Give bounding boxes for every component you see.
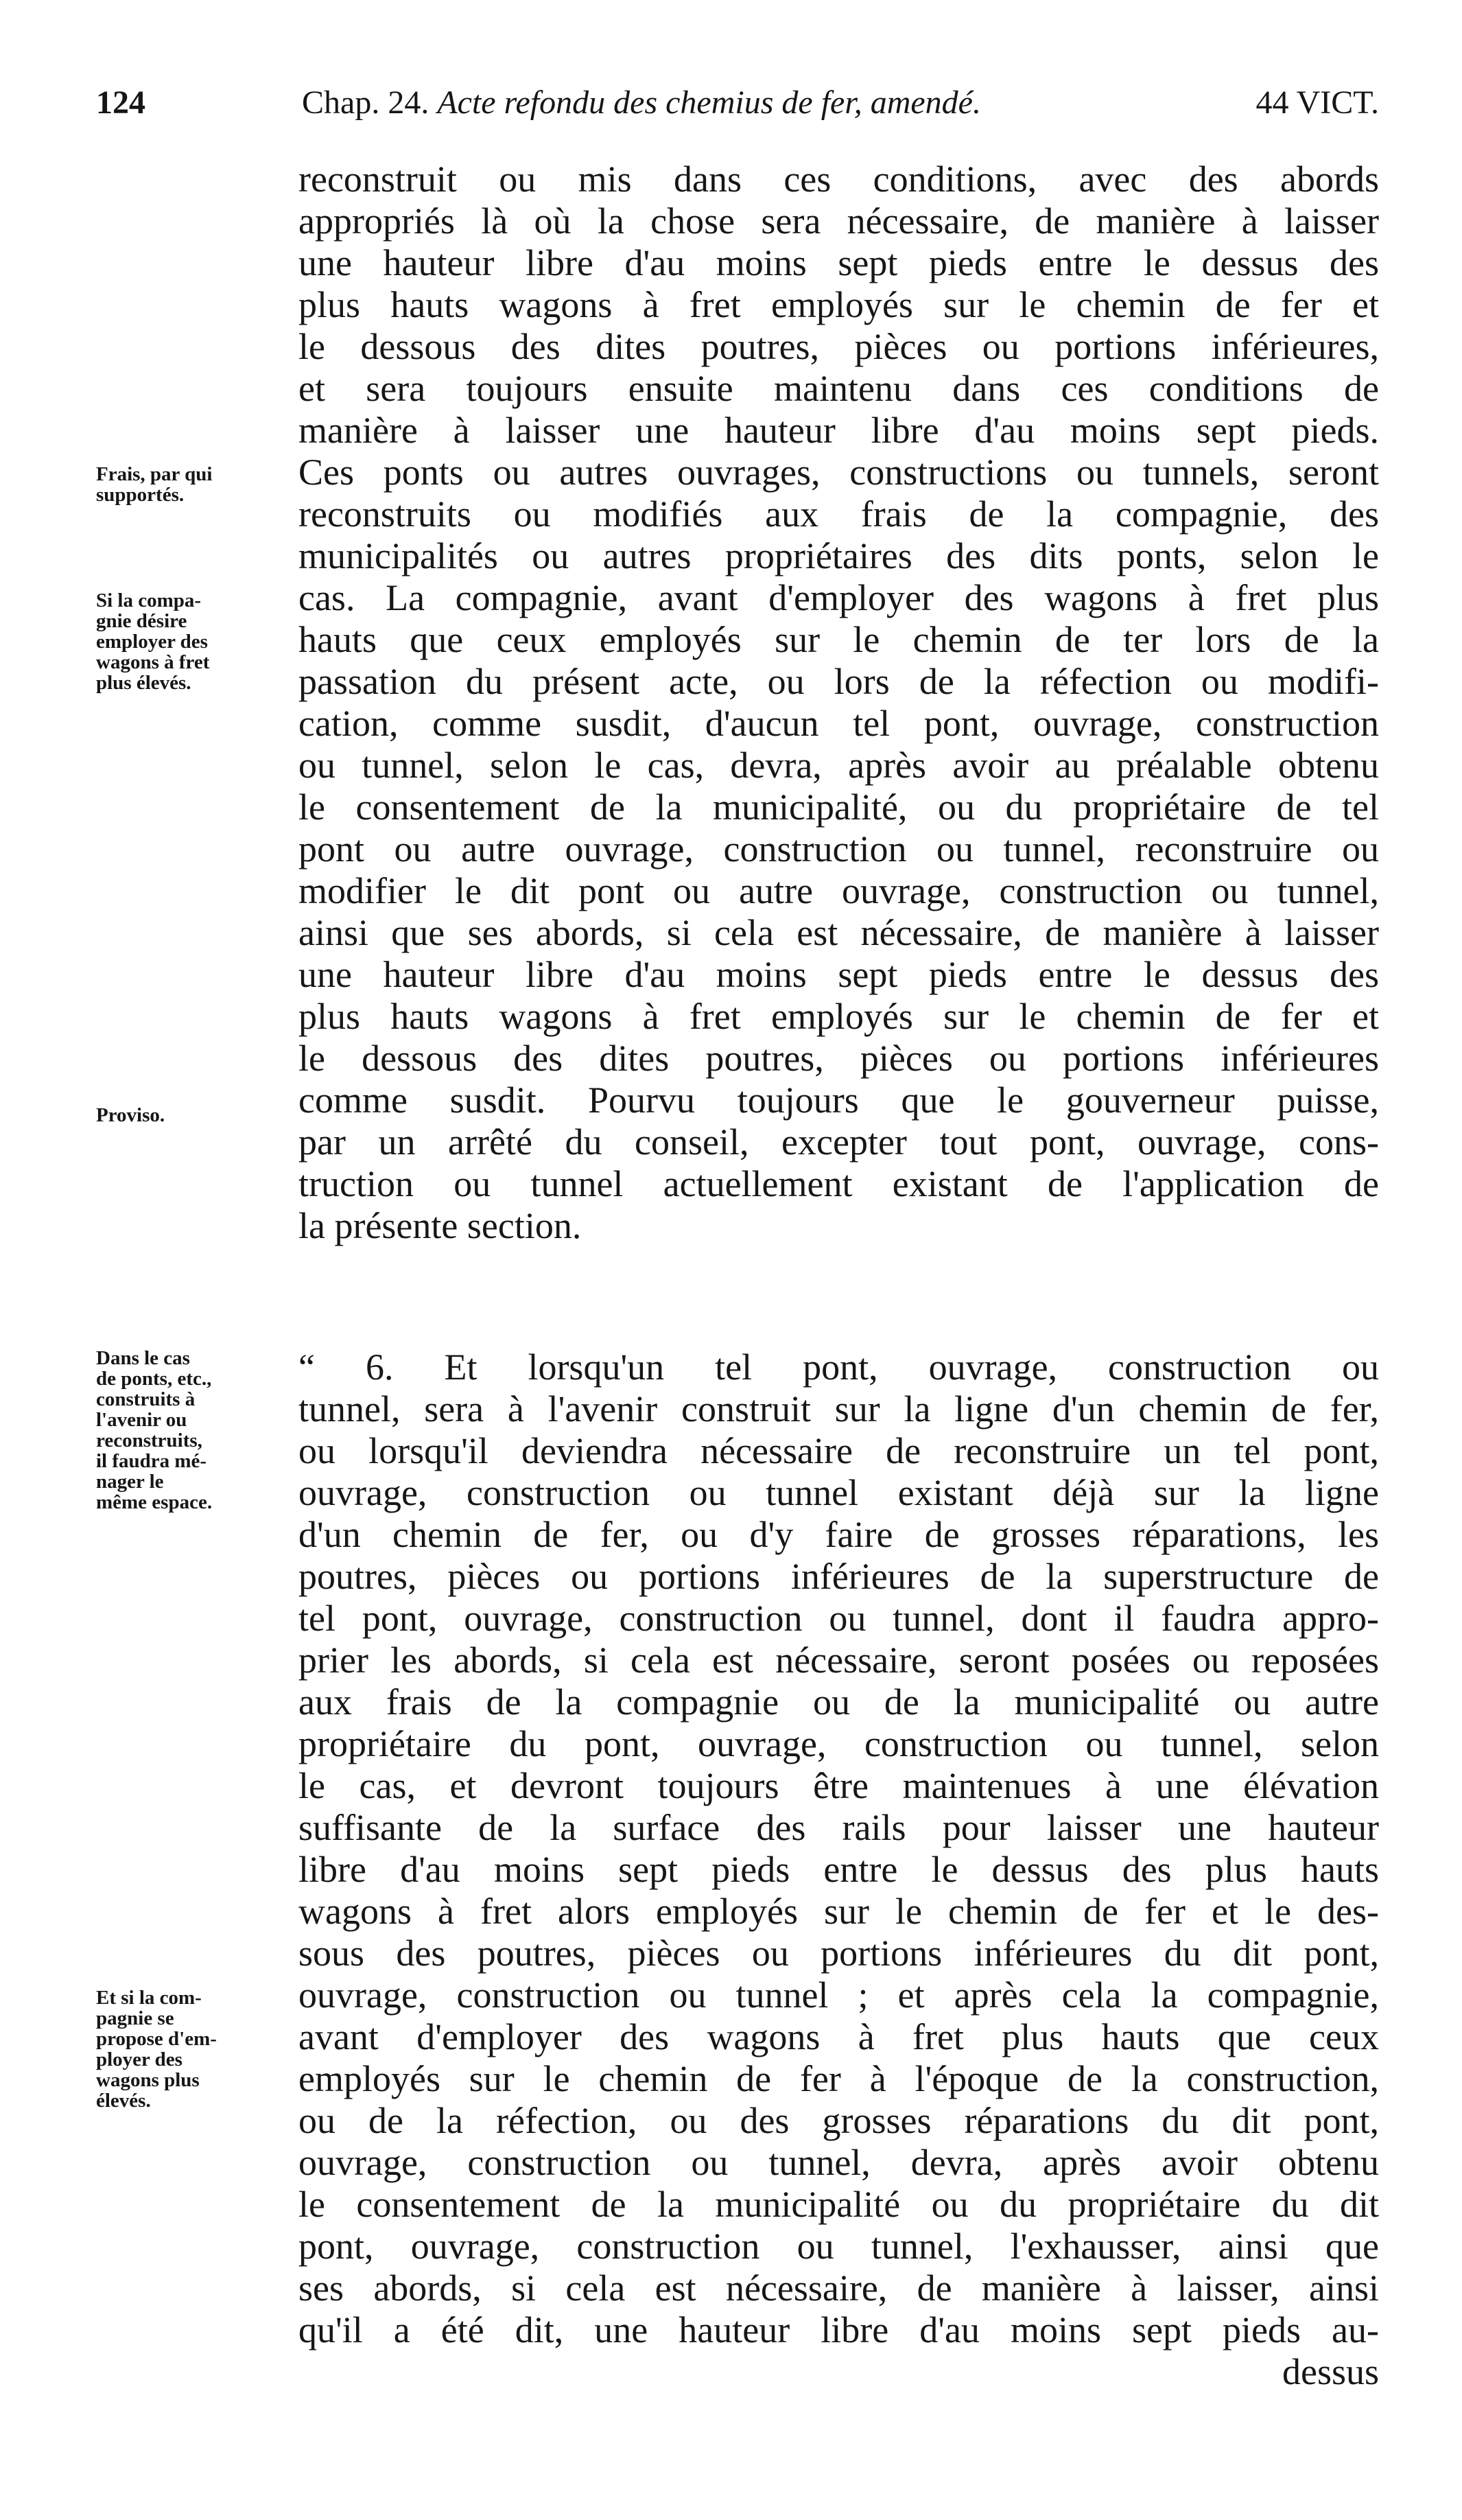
margin-note-line: gnie désire (96, 610, 187, 632)
margin-note-line: employer des (96, 631, 208, 653)
text-line: reconstruits ou modifiés aux frais de la compagnie, des (298, 493, 1379, 535)
margin-note-line: ployer des (96, 2049, 182, 2070)
text-line: ou tunnel, selon le cas, devra, après avoir au préalable obtenu (298, 745, 1379, 786)
text-line: plus hauts wagons à fret employés sur le chemin de fer et (298, 996, 1379, 1037)
text-line: d'un chemin de fer, ou d'y faire de grosses réparations, les (298, 1514, 1379, 1555)
text-line: pont ou autre ouvrage, construction ou tunnel, reconstruire ou (298, 828, 1379, 870)
margin-note-line: Et si la com- (96, 1987, 202, 2009)
text-line: employés sur le chemin de fer à l'époque de la construction, (298, 2058, 1379, 2099)
body-paragraph-2 (298, 1346, 1379, 2393)
text-line: le consentement de la municipalité, ou du propriétaire de tel (298, 786, 1379, 828)
margin-note-line: construits à (96, 1388, 196, 1410)
text-line: ouvrage, construction ou tunnel ; et après cela la compagnie, (298, 1974, 1379, 2016)
page-number: 124 (96, 84, 145, 121)
margin-note-et-si (96, 1987, 285, 2111)
regnal-year: 44 VICT. (1255, 84, 1379, 121)
margin-note-line: plus élevés. (96, 672, 191, 694)
text-line: qu'il a été dit, une hauteur libre d'au moins sept pieds au- (298, 2309, 1379, 2350)
text-line: reconstruit ou mis dans ces conditions, avec des abords (298, 159, 1379, 200)
running-title (302, 79, 981, 127)
margin-note-line: Proviso. (96, 1104, 165, 1126)
margin-note-line: l'avenir ou (96, 1409, 187, 1431)
text-line: ou de la réfection, ou des grosses réparations du dit pont, (298, 2100, 1379, 2141)
text-line: une hauteur libre d'au moins sept pieds entre le dessus des (298, 954, 1379, 995)
text-line: ouvrage, construction ou tunnel, devra, après avoir obtenu (298, 2142, 1379, 2183)
text-line: le dessous des dites poutres, pièces ou portions inférieures (298, 1038, 1379, 1079)
text-line: le dessous des dites poutres, pièces ou portions inférieures, (298, 326, 1379, 367)
margin-note-line: il faudra mé- (96, 1450, 207, 1472)
act-title: Acte refondu des chemius de fer, amendé. (437, 84, 981, 121)
text-line: le cas, et devront toujours être maintenues à une élévation (298, 1765, 1379, 1806)
margin-note-line: Frais, par qui (96, 463, 213, 485)
margin-note-line: reconstruits, (96, 1430, 202, 1451)
text-line: aux frais de la compagnie ou de la municipalité ou autre (298, 1681, 1379, 1723)
margin-note-line: wagons plus (96, 2069, 200, 2091)
text-line: hauts que ceux employés sur le chemin de ter lors de la (298, 619, 1379, 660)
text-line: pont, ouvrage, construction ou tunnel, l'exhausser, ainsi que (298, 2226, 1379, 2267)
text-line: sous des poutres, pièces ou portions inférieures du dit pont, (298, 1933, 1379, 1974)
margin-note-frais (96, 464, 285, 505)
text-line: une hauteur libre d'au moins sept pieds entre le dessus des (298, 242, 1379, 283)
text-line: tunnel, sera à l'avenir construit sur la ligne d'un chemin de fer, (298, 1388, 1379, 1430)
text-line: ainsi que ses abords, si cela est nécessaire, de manière à laisser (298, 912, 1379, 953)
text-line: dessus (1282, 2351, 1379, 2392)
text-line: prier les abords, si cela est nécessaire, seront posées ou reposées (298, 1640, 1379, 1681)
margin-note-line: nager le (96, 1471, 164, 1493)
text-line: cas. La compagnie, avant d'employer des wagons à fret plus (298, 577, 1379, 618)
margin-note-line: pagnie se (96, 2007, 174, 2029)
text-line: poutres, pièces ou portions inférieures de la superstructure de (298, 1556, 1379, 1597)
text-line: truction ou tunnel actuellement existant de l'application de (298, 1163, 1379, 1204)
margin-note-proviso (96, 1105, 285, 1125)
margin-note-line: supportés. (96, 484, 185, 506)
text-line: passation du présent acte, ou lors de la réfection ou modifi- (298, 661, 1379, 702)
text-line: et sera toujours ensuite maintenu dans ces conditions de (298, 368, 1379, 409)
text-line: libre d'au moins sept pieds entre le dessus des plus hauts (298, 1849, 1379, 1890)
text-line: modifier le dit pont ou autre ouvrage, construction ou tunnel, (298, 870, 1379, 911)
text-line: tel pont, ouvrage, construction ou tunnel, dont il faudra appro- (298, 1598, 1379, 1639)
margin-note-line: de ponts, etc., (96, 1368, 212, 1390)
margin-note-line: Dans le cas (96, 1347, 190, 1369)
text-line: avant d'employer des wagons à fret plus hauts que ceux (298, 2016, 1379, 2057)
margin-note-line: wagons à fret (96, 651, 210, 673)
text-line: le consentement de la municipalité ou du propriétaire du dit (298, 2184, 1379, 2225)
text-line: cation, comme susdit, d'aucun tel pont, ouvrage, construction (298, 703, 1379, 744)
text-line: la présente section. (298, 1205, 582, 1246)
text-line: municipalités ou autres propriétaires des dits ponts, selon le (298, 535, 1379, 576)
text-line: par un arrêté du conseil, excepter tout pont, ouvrage, cons- (298, 1121, 1379, 1163)
text-line: appropriés là où la chose sera nécessaire, de manière à laisser (298, 200, 1379, 242)
text-line: Ces ponts ou autres ouvrages, constructions ou tunnels, seront (298, 452, 1379, 493)
margin-note-si-la-compagnie (96, 590, 285, 693)
text-line: plus hauts wagons à fret employés sur le chemin de fer et (298, 284, 1379, 325)
margin-note-line: même espace. (96, 1491, 213, 1513)
text-line: ou lorsqu'il deviendra nécessaire de reconstruire un tel pont, (298, 1430, 1379, 1471)
text-line: “ 6. Et lorsqu'un tel pont, ouvrage, construction ou (298, 1346, 1379, 1388)
text-line: ouvrage, construction ou tunnel existant déjà sur la ligne (298, 1472, 1379, 1513)
text-line: manière à laisser une hauteur libre d'au moins sept pieds. (298, 410, 1379, 451)
text-line: propriétaire du pont, ouvrage, construction ou tunnel, selon (298, 1723, 1379, 1764)
text-line: wagons à fret alors employés sur le chemin de fer et le des- (298, 1891, 1379, 1932)
text-line: comme susdit. Pourvu toujours que le gouverneur puisse, (298, 1080, 1379, 1121)
chapter-label: Chap. 24. (302, 84, 429, 121)
body-paragraph-1 (298, 159, 1379, 1247)
margin-note-line: propose d'em- (96, 2028, 217, 2050)
running-header (96, 79, 1379, 127)
text-line: suffisante de la surface des rails pour laisser une hauteur (298, 1807, 1379, 1848)
margin-note-line: élevés. (96, 2090, 151, 2112)
text-line: ses abords, si cela est nécessaire, de manière à laisser, ainsi (298, 2267, 1379, 2309)
margin-note-dans-le-cas (96, 1348, 285, 1513)
margin-note-line: Si la compa- (96, 590, 202, 611)
